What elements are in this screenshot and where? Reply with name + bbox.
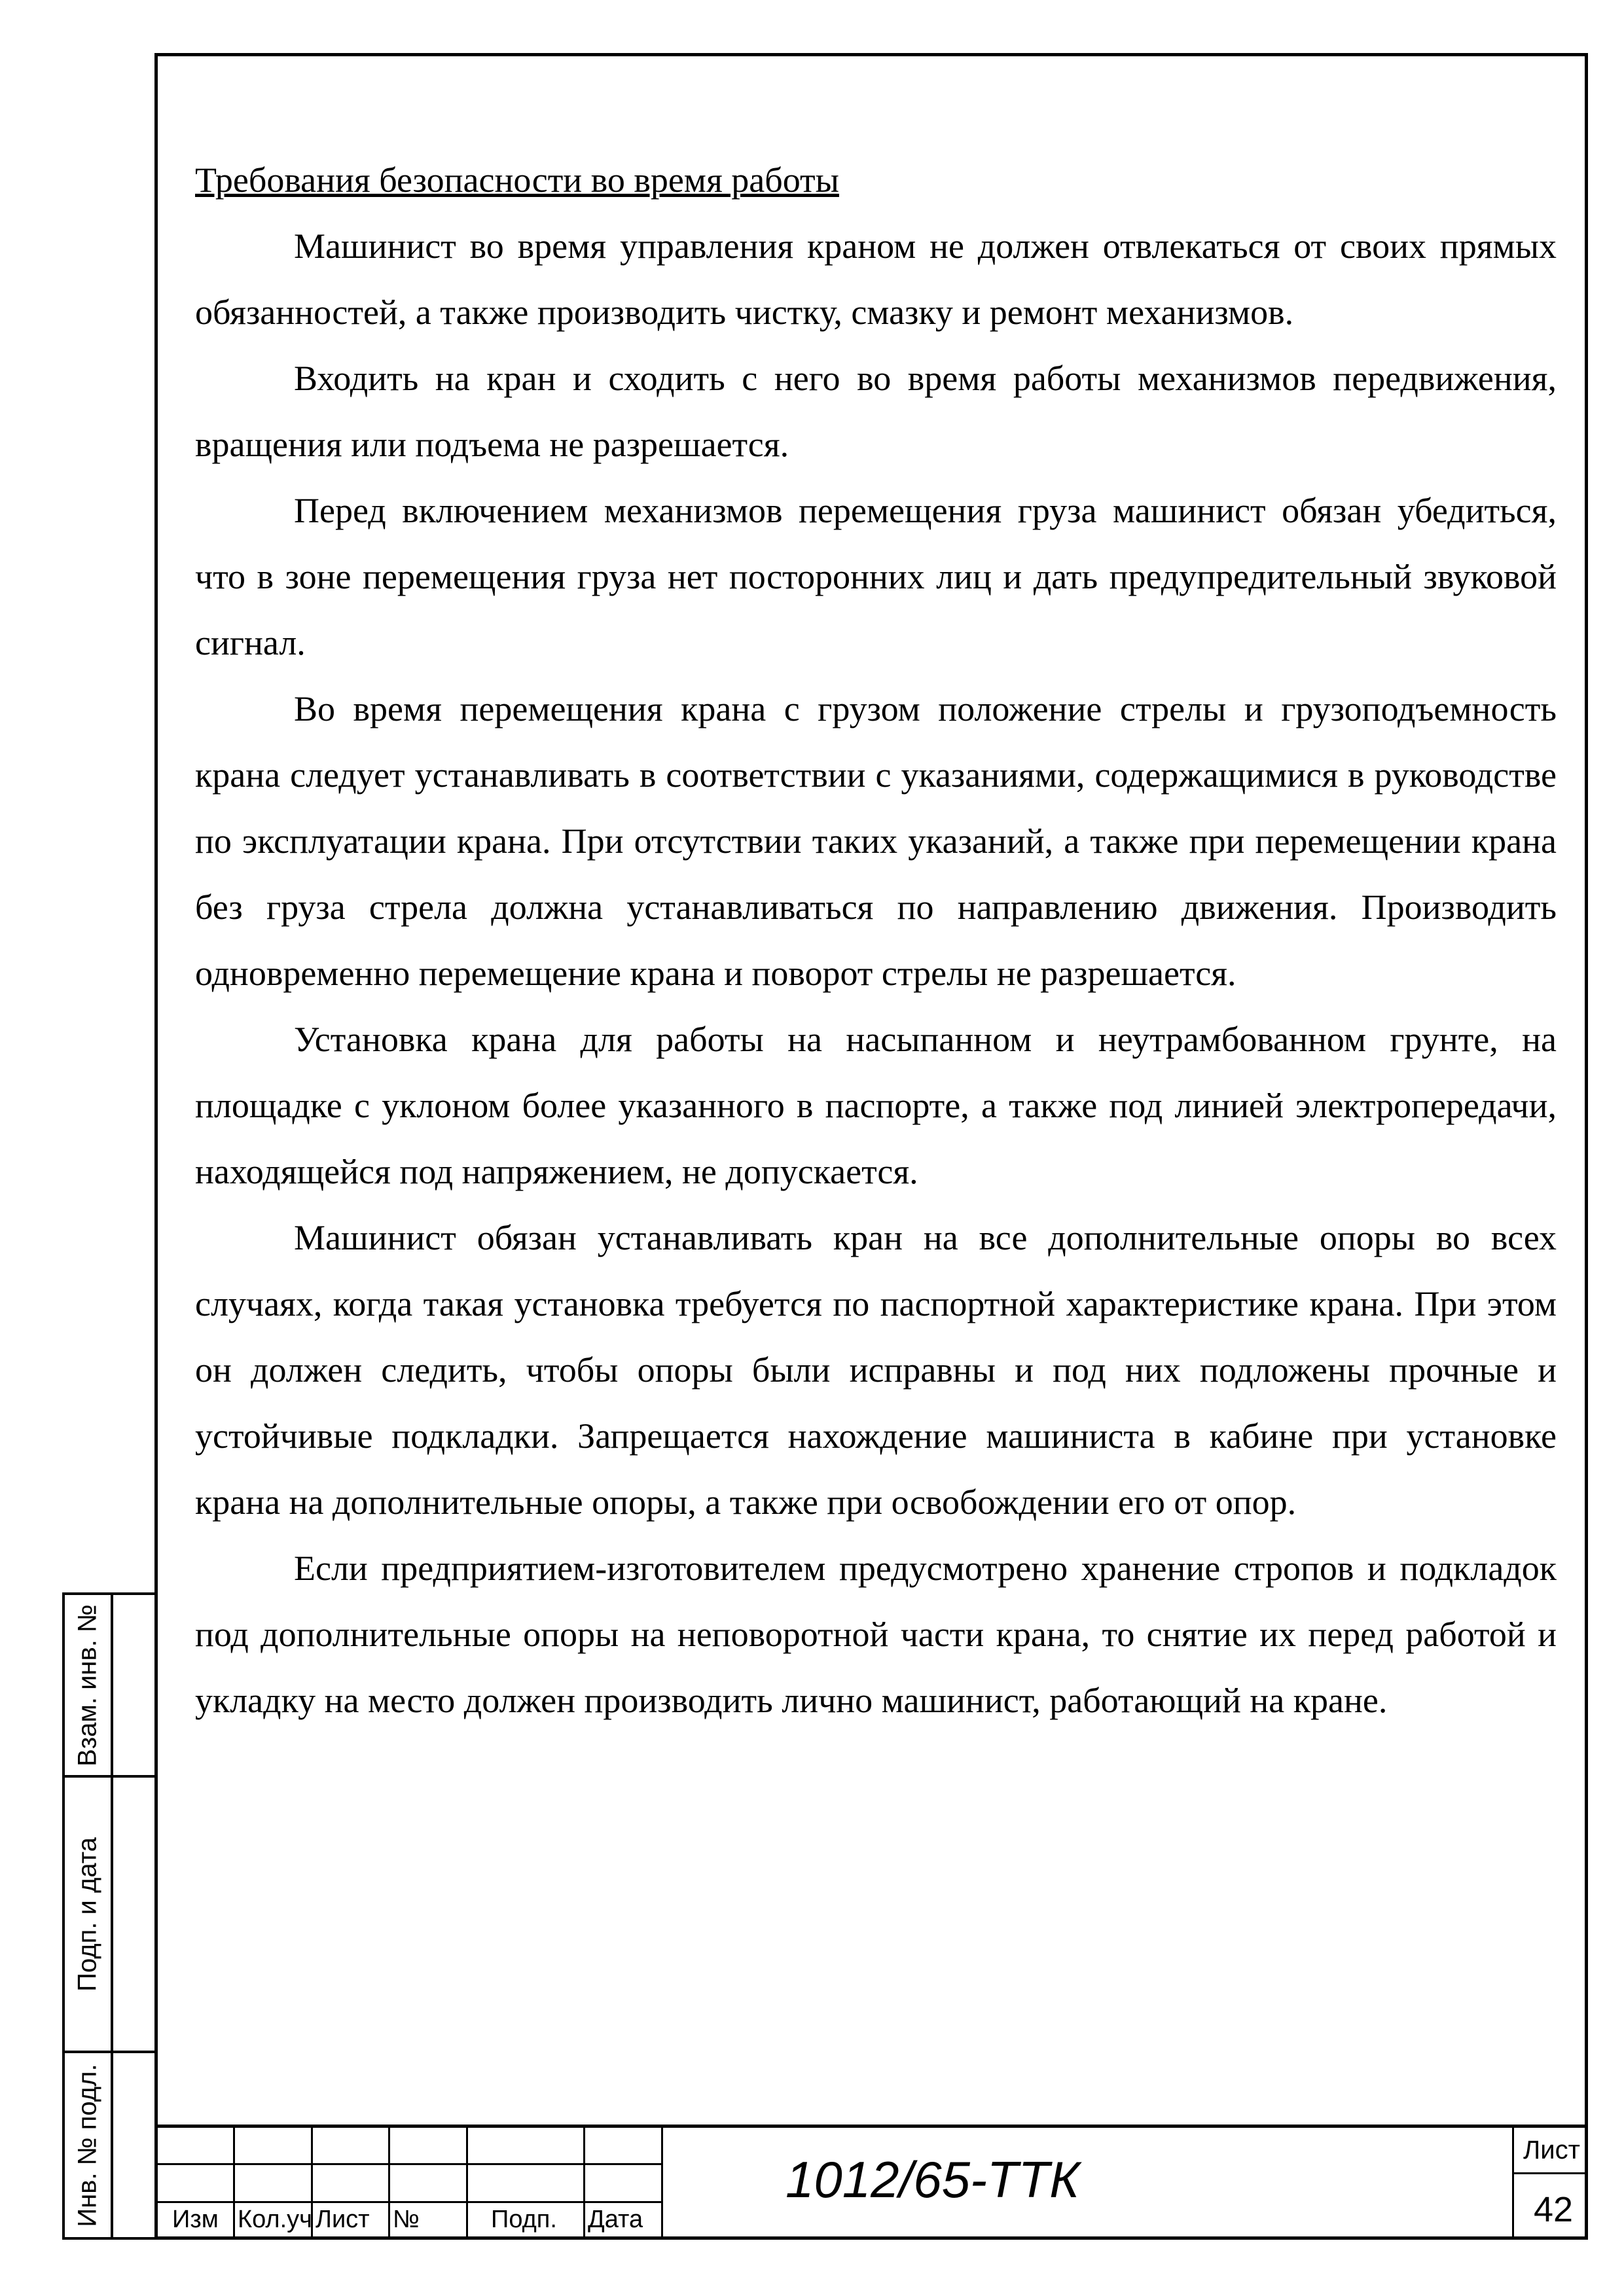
- side-stamp-label: Инв. № подл.: [73, 2063, 102, 2227]
- document-code: 1012/65-ТТК: [785, 2151, 1080, 2208]
- col-label-izm: Изм: [172, 2206, 219, 2233]
- paragraph: Установка крана для работы на насыпанном и неутрамбованном грунте, на площадке с уклоном более указанного в паспорте, а также под линией электропередачи, находящейся под напряжением, не допускается.: [195, 1020, 1557, 1191]
- side-stamp-label: Подп. и дата: [73, 1837, 102, 1992]
- divider: [233, 2125, 235, 2240]
- side-stamp-inv: [62, 2051, 154, 2240]
- paragraph: Во время перемещения крана с грузом положение стрелы и грузоподъемность крана следует устанавливать в соответствии с указаниями, содержащимися в руководстве по эксплуатации крана. При отсутствии таких указаний, а также при перемещении крана без груза стрела должна устанавливаться по направлению движения. Производить одновременно перемещение крана и поворот стрелы не разрешается.: [195, 689, 1557, 993]
- side-stamp-label: Взам. инв. №: [73, 1604, 102, 1767]
- divider: [154, 2125, 1588, 2128]
- col-label-data: Дата: [588, 2206, 643, 2233]
- document-body: [195, 147, 1557, 1734]
- col-label-podp: Подп.: [491, 2206, 557, 2233]
- paragraph: Перед включением механизмов перемещения груза машинист обязан убедиться, что в зоне перемещения груза нет посторонних лиц и дать предупредительный звуковой сигнал.: [195, 491, 1557, 662]
- section-heading: Требования безопасности во время работы: [195, 160, 839, 200]
- sheet-number: 42: [1534, 2190, 1574, 2229]
- divider: [661, 2125, 663, 2240]
- paragraph: Если предприятием-изготовителем предусмотрено хранение стропов и подкладок под дополнительные опоры на неповоротной части крана, то снятие их перед работой и укладку на место должен производить лично машинист, работающий на кране.: [195, 1549, 1557, 1720]
- divider: [466, 2125, 468, 2240]
- side-stamp-podp: [62, 1775, 154, 2053]
- side-stamp-vzam: [62, 1592, 154, 1778]
- side-stamp-label-column: [65, 2053, 113, 2237]
- divider: [1512, 2172, 1588, 2174]
- divider: [388, 2125, 390, 2240]
- side-stamp-label-column: [65, 1595, 113, 1775]
- divider: [583, 2125, 585, 2240]
- col-label-list: Лист: [316, 2206, 370, 2233]
- paragraph: Машинист обязан устанавливать кран на все дополнительные опоры во всех случаях, когда такая установка требуется по паспортной характеристике крана. При этом он должен следить, чтобы опоры были исправны и под них подложены прочные и устойчивые подкладки. Запрещается нахождение машиниста в кабине при установке крана на дополнительные опоры, а также при освобождении его от опор.: [195, 1218, 1557, 1522]
- paragraph: Входить на кран и сходить с него во время работы механизмов передвижения, вращения или подъема не разрешается.: [195, 359, 1557, 464]
- divider: [1512, 2125, 1514, 2240]
- sheet-label: Лист: [1523, 2136, 1580, 2164]
- col-label-num: №: [393, 2206, 420, 2233]
- col-label-kolich: Кол.уч: [238, 2206, 312, 2233]
- side-stamp-label-column: [65, 1778, 113, 2051]
- paragraph: Машинист во время управления краном не должен отвлекаться от своих прямых обязанностей, а также производить чистку, смазку и ремонт механизмов.: [195, 226, 1557, 332]
